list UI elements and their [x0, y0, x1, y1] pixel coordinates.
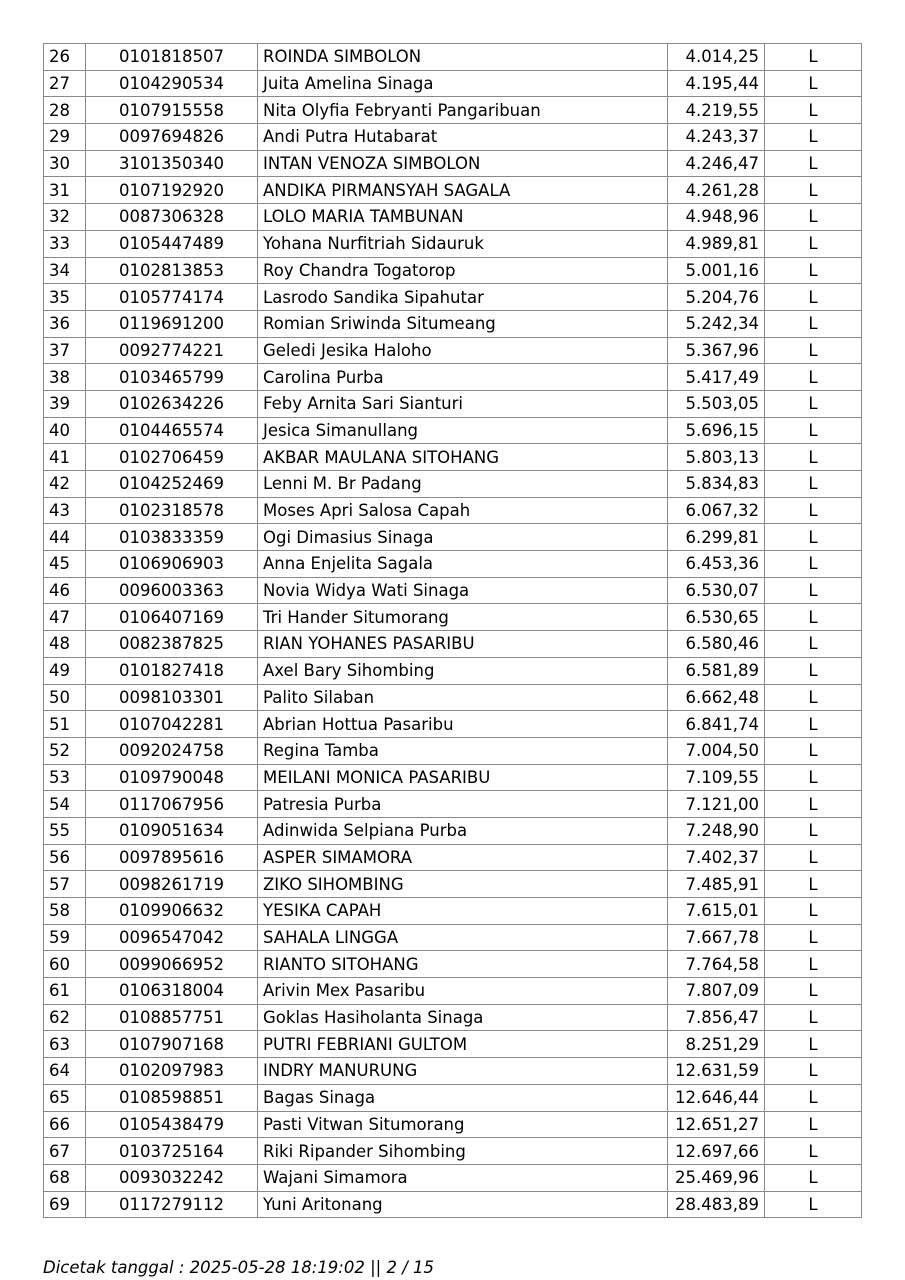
table-body	[44, 44, 862, 1218]
name-cell: INDRY MANURUNG	[258, 1058, 668, 1085]
name-cell: Pasti Vitwan Situmorang	[258, 1111, 668, 1138]
gender-cell: L	[765, 737, 862, 764]
value-cell: 7.485,91	[668, 871, 765, 898]
gender-cell: L	[765, 657, 862, 684]
table-row	[44, 444, 862, 471]
gender-cell: L	[765, 204, 862, 231]
data-table	[43, 43, 862, 1218]
id-number-cell: 0098261719	[86, 871, 258, 898]
row-number-cell: 29	[44, 124, 86, 151]
gender-cell: L	[765, 1031, 862, 1058]
id-number-cell: 0105438479	[86, 1111, 258, 1138]
table-row	[44, 284, 862, 311]
id-number-cell: 0082387825	[86, 631, 258, 658]
name-cell: AKBAR MAULANA SITOHANG	[258, 444, 668, 471]
gender-cell: L	[765, 177, 862, 204]
row-number-cell: 35	[44, 284, 86, 311]
id-number-cell: 0096003363	[86, 577, 258, 604]
value-cell: 7.248,90	[668, 817, 765, 844]
id-number-cell: 0093032242	[86, 1164, 258, 1191]
value-cell: 5.001,16	[668, 257, 765, 284]
row-number-cell: 65	[44, 1084, 86, 1111]
row-number-cell: 41	[44, 444, 86, 471]
name-cell: Geledi Jesika Haloho	[258, 337, 668, 364]
table-row	[44, 124, 862, 151]
gender-cell: L	[765, 97, 862, 124]
table-row	[44, 604, 862, 631]
table-row	[44, 417, 862, 444]
name-cell: Yohana Nurfitriah Sidauruk	[258, 230, 668, 257]
row-number-cell: 47	[44, 604, 86, 631]
value-cell: 12.697,66	[668, 1138, 765, 1165]
id-number-cell: 0102813853	[86, 257, 258, 284]
gender-cell: L	[765, 310, 862, 337]
gender-cell: L	[765, 230, 862, 257]
name-cell: SAHALA LINGGA	[258, 924, 668, 951]
gender-cell: L	[765, 257, 862, 284]
table-row	[44, 177, 862, 204]
name-cell: Adinwida Selpiana Purba	[258, 817, 668, 844]
table-row	[44, 844, 862, 871]
value-cell: 6.662,48	[668, 684, 765, 711]
id-number-cell: 0087306328	[86, 204, 258, 231]
table-row	[44, 337, 862, 364]
id-number-cell: 0104465574	[86, 417, 258, 444]
id-number-cell: 0103833359	[86, 524, 258, 551]
table-row	[44, 631, 862, 658]
name-cell: PUTRI FEBRIANI GULTOM	[258, 1031, 668, 1058]
value-cell: 7.807,09	[668, 978, 765, 1005]
gender-cell: L	[765, 364, 862, 391]
row-number-cell: 58	[44, 898, 86, 925]
name-cell: Goklas Hasiholanta Sinaga	[258, 1004, 668, 1031]
name-cell: Axel Bary Sihombing	[258, 657, 668, 684]
id-number-cell: 0102318578	[86, 497, 258, 524]
name-cell: Abrian Hottua Pasaribu	[258, 711, 668, 738]
id-number-cell: 0092774221	[86, 337, 258, 364]
id-number-cell: 0104290534	[86, 70, 258, 97]
gender-cell: L	[765, 524, 862, 551]
table-row	[44, 1084, 862, 1111]
value-cell: 5.417,49	[668, 364, 765, 391]
value-cell: 28.483,89	[668, 1191, 765, 1218]
row-number-cell: 42	[44, 471, 86, 498]
table-row	[44, 471, 862, 498]
row-number-cell: 27	[44, 70, 86, 97]
gender-cell: L	[765, 390, 862, 417]
id-number-cell: 0106906903	[86, 551, 258, 578]
id-number-cell: 0101818507	[86, 44, 258, 71]
name-cell: ZIKO SIHOMBING	[258, 871, 668, 898]
name-cell: Patresia Purba	[258, 791, 668, 818]
gender-cell: L	[765, 1004, 862, 1031]
gender-cell: L	[765, 898, 862, 925]
name-cell: Tri Hander Situmorang	[258, 604, 668, 631]
gender-cell: L	[765, 337, 862, 364]
value-cell: 5.503,05	[668, 390, 765, 417]
gender-cell: L	[765, 1191, 862, 1218]
name-cell: Lenni M. Br Padang	[258, 471, 668, 498]
table-row	[44, 524, 862, 551]
name-cell: Nita Olyfia Febryanti Pangaribuan	[258, 97, 668, 124]
name-cell: Arivin Mex Pasaribu	[258, 978, 668, 1005]
row-number-cell: 30	[44, 150, 86, 177]
gender-cell: L	[765, 978, 862, 1005]
id-number-cell: 0102097983	[86, 1058, 258, 1085]
gender-cell: L	[765, 551, 862, 578]
table-row	[44, 1138, 862, 1165]
gender-cell: L	[765, 417, 862, 444]
table-row	[44, 97, 862, 124]
row-number-cell: 53	[44, 764, 86, 791]
name-cell: Moses Apri Salosa Capah	[258, 497, 668, 524]
gender-cell: L	[765, 604, 862, 631]
id-number-cell: 0117067956	[86, 791, 258, 818]
table-row	[44, 551, 862, 578]
row-number-cell: 32	[44, 204, 86, 231]
table-row	[44, 230, 862, 257]
row-number-cell: 40	[44, 417, 86, 444]
id-number-cell: 0099066952	[86, 951, 258, 978]
id-number-cell: 0103725164	[86, 1138, 258, 1165]
id-number-cell: 0119691200	[86, 310, 258, 337]
row-number-cell: 54	[44, 791, 86, 818]
table-row	[44, 817, 862, 844]
table-row	[44, 898, 862, 925]
name-cell: Wajani Simamora	[258, 1164, 668, 1191]
gender-cell: L	[765, 444, 862, 471]
id-number-cell: 0092024758	[86, 737, 258, 764]
table-row	[44, 924, 862, 951]
value-cell: 6.299,81	[668, 524, 765, 551]
value-cell: 12.631,59	[668, 1058, 765, 1085]
value-cell: 7.667,78	[668, 924, 765, 951]
row-number-cell: 37	[44, 337, 86, 364]
table-row	[44, 204, 862, 231]
value-cell: 12.646,44	[668, 1084, 765, 1111]
row-number-cell: 68	[44, 1164, 86, 1191]
value-cell: 7.004,50	[668, 737, 765, 764]
row-number-cell: 62	[44, 1004, 86, 1031]
row-number-cell: 66	[44, 1111, 86, 1138]
value-cell: 7.615,01	[668, 898, 765, 925]
row-number-cell: 38	[44, 364, 86, 391]
id-number-cell: 0106318004	[86, 978, 258, 1005]
table-row	[44, 1191, 862, 1218]
row-number-cell: 61	[44, 978, 86, 1005]
gender-cell: L	[765, 711, 862, 738]
id-number-cell: 0106407169	[86, 604, 258, 631]
row-number-cell: 36	[44, 310, 86, 337]
value-cell: 4.014,25	[668, 44, 765, 71]
gender-cell: L	[765, 497, 862, 524]
row-number-cell: 34	[44, 257, 86, 284]
gender-cell: L	[765, 1058, 862, 1085]
id-number-cell: 0105774174	[86, 284, 258, 311]
value-cell: 6.067,32	[668, 497, 765, 524]
id-number-cell: 0104252469	[86, 471, 258, 498]
id-number-cell: 0097895616	[86, 844, 258, 871]
row-number-cell: 45	[44, 551, 86, 578]
value-cell: 5.696,15	[668, 417, 765, 444]
gender-cell: L	[765, 150, 862, 177]
gender-cell: L	[765, 284, 862, 311]
name-cell: Juita Amelina Sinaga	[258, 70, 668, 97]
row-number-cell: 52	[44, 737, 86, 764]
name-cell: Yuni Aritonang	[258, 1191, 668, 1218]
name-cell: Ogi Dimasius Sinaga	[258, 524, 668, 551]
row-number-cell: 67	[44, 1138, 86, 1165]
row-number-cell: 48	[44, 631, 86, 658]
row-number-cell: 51	[44, 711, 86, 738]
value-cell: 4.948,96	[668, 204, 765, 231]
table-row	[44, 737, 862, 764]
value-cell: 4.989,81	[668, 230, 765, 257]
table-row	[44, 871, 862, 898]
id-number-cell: 0109051634	[86, 817, 258, 844]
id-number-cell: 0103465799	[86, 364, 258, 391]
table-row	[44, 257, 862, 284]
gender-cell: L	[765, 631, 862, 658]
row-number-cell: 39	[44, 390, 86, 417]
name-cell: Lasrodo Sandika Sipahutar	[258, 284, 668, 311]
gender-cell: L	[765, 871, 862, 898]
value-cell: 6.841,74	[668, 711, 765, 738]
value-cell: 6.581,89	[668, 657, 765, 684]
name-cell: ANDIKA PIRMANSYAH SAGALA	[258, 177, 668, 204]
row-number-cell: 26	[44, 44, 86, 71]
name-cell: Novia Widya Wati Sinaga	[258, 577, 668, 604]
id-number-cell: 0109906632	[86, 898, 258, 925]
row-number-cell: 49	[44, 657, 86, 684]
name-cell: YESIKA CAPAH	[258, 898, 668, 925]
value-cell: 4.261,28	[668, 177, 765, 204]
table-row	[44, 764, 862, 791]
table-row	[44, 1164, 862, 1191]
id-number-cell: 0098103301	[86, 684, 258, 711]
value-cell: 4.195,44	[668, 70, 765, 97]
print-footer: Dicetak tanggal : 2025-05-28 18:19:02 || 2 / 15	[43, 1258, 435, 1277]
name-cell: ROINDA SIMBOLON	[258, 44, 668, 71]
table-row	[44, 978, 862, 1005]
id-number-cell: 0102706459	[86, 444, 258, 471]
name-cell: Anna Enjelita Sagala	[258, 551, 668, 578]
table-row	[44, 364, 862, 391]
row-number-cell: 59	[44, 924, 86, 951]
value-cell: 5.367,96	[668, 337, 765, 364]
id-number-cell: 0107915558	[86, 97, 258, 124]
row-number-cell: 44	[44, 524, 86, 551]
value-cell: 5.242,34	[668, 310, 765, 337]
table-row	[44, 70, 862, 97]
table-row	[44, 44, 862, 71]
gender-cell: L	[765, 844, 862, 871]
id-number-cell: 0107192920	[86, 177, 258, 204]
table-row	[44, 657, 862, 684]
row-number-cell: 50	[44, 684, 86, 711]
gender-cell: L	[765, 1138, 862, 1165]
table-row	[44, 577, 862, 604]
value-cell: 6.530,07	[668, 577, 765, 604]
name-cell: Roy Chandra Togatorop	[258, 257, 668, 284]
row-number-cell: 43	[44, 497, 86, 524]
gender-cell: L	[765, 951, 862, 978]
value-cell: 12.651,27	[668, 1111, 765, 1138]
table-row	[44, 310, 862, 337]
gender-cell: L	[765, 1084, 862, 1111]
value-cell: 6.580,46	[668, 631, 765, 658]
row-number-cell: 56	[44, 844, 86, 871]
row-number-cell: 31	[44, 177, 86, 204]
gender-cell: L	[765, 1111, 862, 1138]
id-number-cell: 0105447489	[86, 230, 258, 257]
value-cell: 7.856,47	[668, 1004, 765, 1031]
name-cell: Andi Putra Hutabarat	[258, 124, 668, 151]
table-row	[44, 684, 862, 711]
table-row	[44, 497, 862, 524]
gender-cell: L	[765, 577, 862, 604]
name-cell: Regina Tamba	[258, 737, 668, 764]
table-row	[44, 1031, 862, 1058]
gender-cell: L	[765, 764, 862, 791]
value-cell: 7.402,37	[668, 844, 765, 871]
value-cell: 4.246,47	[668, 150, 765, 177]
name-cell: Jesica Simanullang	[258, 417, 668, 444]
name-cell: Riki Ripander Sihombing	[258, 1138, 668, 1165]
name-cell: Palito Silaban	[258, 684, 668, 711]
row-number-cell: 28	[44, 97, 86, 124]
row-number-cell: 57	[44, 871, 86, 898]
value-cell: 6.530,65	[668, 604, 765, 631]
id-number-cell: 0096547042	[86, 924, 258, 951]
gender-cell: L	[765, 70, 862, 97]
table-row	[44, 1111, 862, 1138]
name-cell: LOLO MARIA TAMBUNAN	[258, 204, 668, 231]
row-number-cell: 69	[44, 1191, 86, 1218]
name-cell: Carolina Purba	[258, 364, 668, 391]
table-row	[44, 951, 862, 978]
name-cell: Romian Sriwinda Situmeang	[258, 310, 668, 337]
gender-cell: L	[765, 124, 862, 151]
gender-cell: L	[765, 684, 862, 711]
table-row	[44, 711, 862, 738]
name-cell: INTAN VENOZA SIMBOLON	[258, 150, 668, 177]
table-row	[44, 1004, 862, 1031]
id-number-cell: 3101350340	[86, 150, 258, 177]
id-number-cell: 0109790048	[86, 764, 258, 791]
name-cell: RIAN YOHANES PASARIBU	[258, 631, 668, 658]
row-number-cell: 64	[44, 1058, 86, 1085]
value-cell: 6.453,36	[668, 551, 765, 578]
gender-cell: L	[765, 1164, 862, 1191]
id-number-cell: 0102634226	[86, 390, 258, 417]
id-number-cell: 0101827418	[86, 657, 258, 684]
gender-cell: L	[765, 471, 862, 498]
row-number-cell: 60	[44, 951, 86, 978]
name-cell: Feby Arnita Sari Sianturi	[258, 390, 668, 417]
value-cell: 25.469,96	[668, 1164, 765, 1191]
value-cell: 5.834,83	[668, 471, 765, 498]
gender-cell: L	[765, 924, 862, 951]
table-row	[44, 791, 862, 818]
table-row	[44, 1058, 862, 1085]
gender-cell: L	[765, 817, 862, 844]
id-number-cell: 0117279112	[86, 1191, 258, 1218]
row-number-cell: 33	[44, 230, 86, 257]
table-row	[44, 150, 862, 177]
row-number-cell: 63	[44, 1031, 86, 1058]
value-cell: 8.251,29	[668, 1031, 765, 1058]
value-cell: 7.764,58	[668, 951, 765, 978]
value-cell: 4.219,55	[668, 97, 765, 124]
id-number-cell: 0108598851	[86, 1084, 258, 1111]
row-number-cell: 46	[44, 577, 86, 604]
id-number-cell: 0107042281	[86, 711, 258, 738]
id-number-cell: 0107907168	[86, 1031, 258, 1058]
name-cell: Bagas Sinaga	[258, 1084, 668, 1111]
gender-cell: L	[765, 791, 862, 818]
value-cell: 5.204,76	[668, 284, 765, 311]
row-number-cell: 55	[44, 817, 86, 844]
id-number-cell: 0097694826	[86, 124, 258, 151]
id-number-cell: 0108857751	[86, 1004, 258, 1031]
name-cell: RIANTO SITOHANG	[258, 951, 668, 978]
gender-cell: L	[765, 44, 862, 71]
table-row	[44, 390, 862, 417]
name-cell: ASPER SIMAMORA	[258, 844, 668, 871]
name-cell: MEILANI MONICA PASARIBU	[258, 764, 668, 791]
value-cell: 7.121,00	[668, 791, 765, 818]
value-cell: 7.109,55	[668, 764, 765, 791]
value-cell: 5.803,13	[668, 444, 765, 471]
value-cell: 4.243,37	[668, 124, 765, 151]
